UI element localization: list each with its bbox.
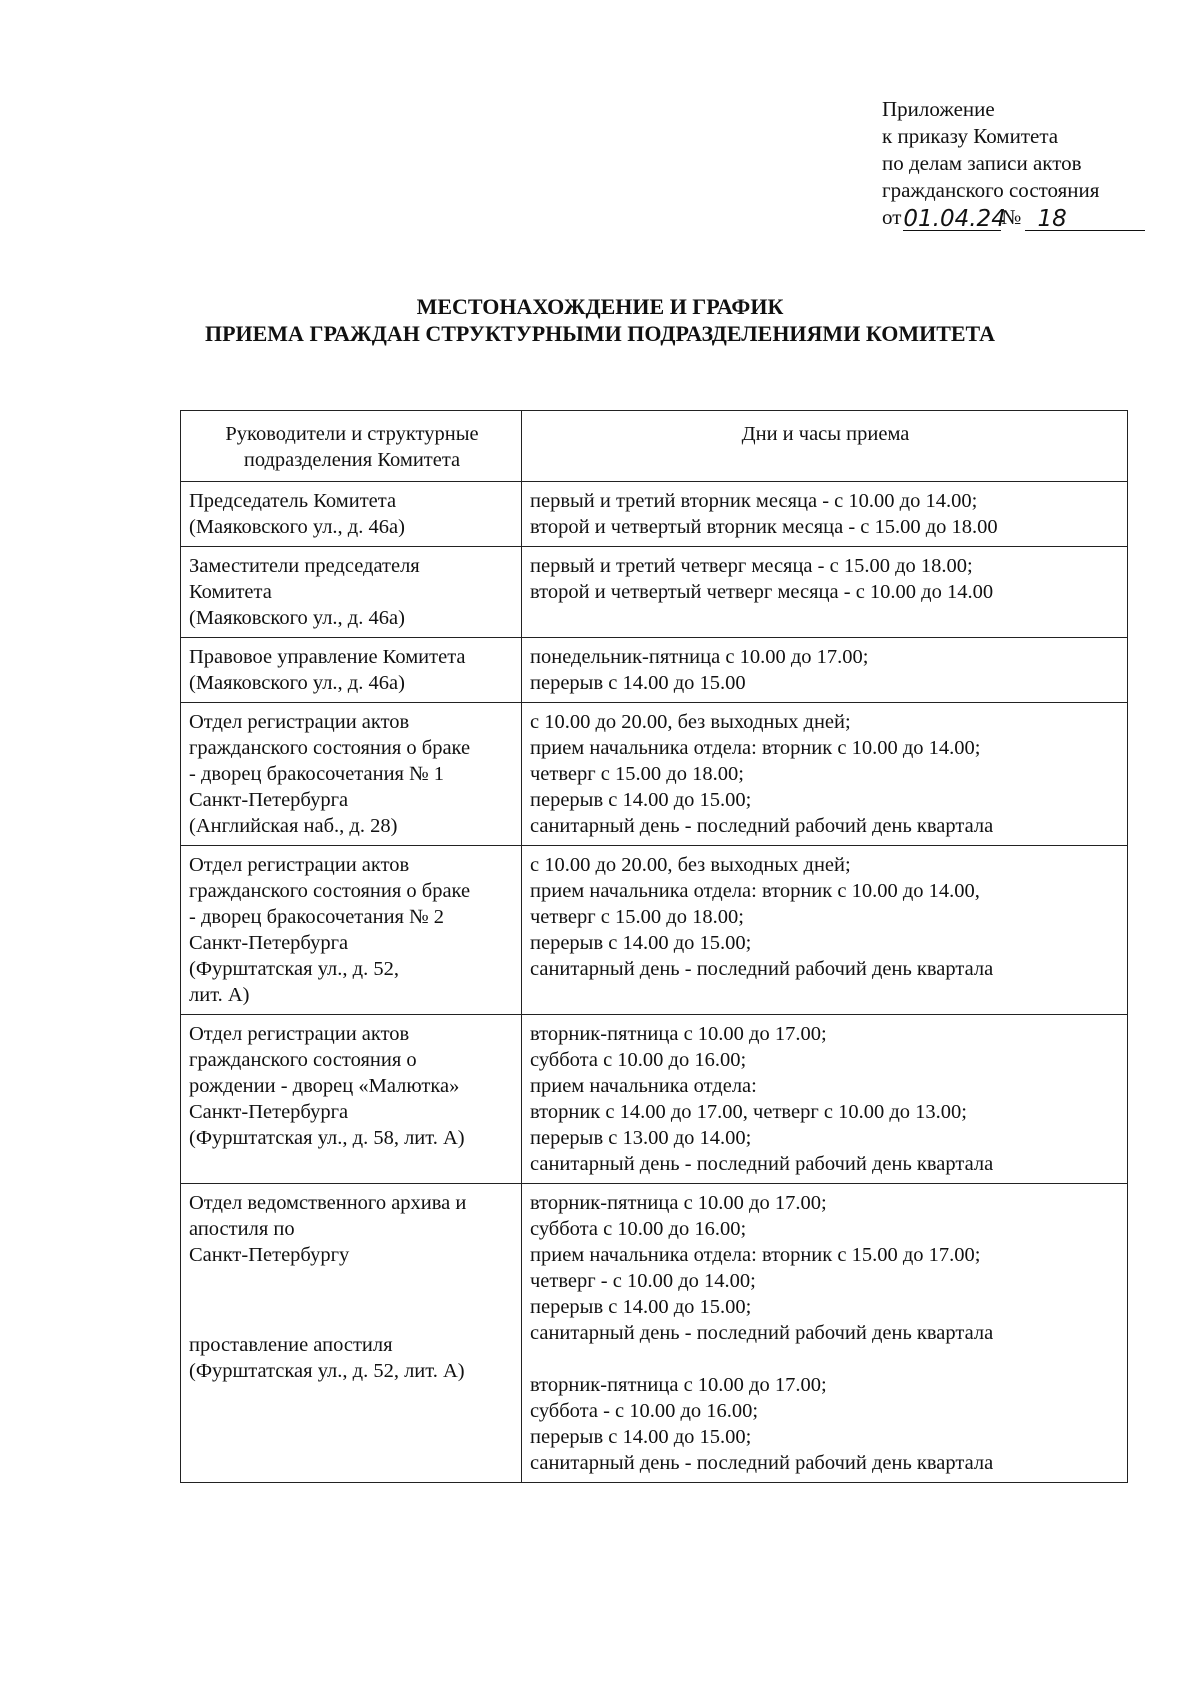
cell-text: прием начальника отдела: [530, 1075, 757, 1097]
cell-text: вторник-пятница с 10.00 до 17.00; [530, 1374, 827, 1396]
handwritten-date: 01.04.24 [903, 206, 1006, 232]
cell-text: перерыв с 14.00 до 15.00; [530, 932, 752, 954]
table-row [181, 638, 1128, 703]
cell-text: перерыв с 14.00 до 15.00 [530, 672, 746, 694]
cell-text: прием начальника отдела: вторник с 10.00 до 14.00; [530, 737, 981, 759]
appendix-line: гражданского состояния [882, 178, 1100, 202]
cell-text: первый и третий вторник месяца - с 10.00 до 14.00; [530, 490, 978, 512]
cell-text: второй и четвертый четверг месяца - с 10.00 до 14.00 [530, 581, 994, 603]
cell-text: санитарный день - последний рабочий день квартала [530, 1153, 994, 1175]
cell-text: гражданского состояния о [189, 1049, 417, 1071]
cell-text: рождении - дворец «Малютка» [189, 1075, 460, 1097]
handwritten-number: 18 [1025, 208, 1145, 231]
table-row [181, 1015, 1128, 1184]
cell-text: Комитета [189, 581, 272, 603]
cell-text: перерыв с 14.00 до 15.00; [530, 1296, 752, 1318]
cell-text: четверг с 15.00 до 18.00; [530, 906, 744, 928]
cell-text: понедельник-пятница с 10.00 до 17.00; [530, 646, 869, 668]
cell-text: санитарный день - последний рабочий день квартала [530, 1452, 994, 1474]
unit-cell [181, 846, 522, 1015]
order-date-number-line [882, 204, 1145, 231]
cell-text: проставление апостиля [189, 1334, 393, 1356]
date-prefix: от [882, 205, 902, 229]
header-hours [522, 411, 1128, 482]
cell-text: прием начальника отдела: вторник с 15.00 до 17.00; [530, 1244, 981, 1266]
cell-text: перерыв с 14.00 до 15.00; [530, 789, 752, 811]
cell-text: вторник-пятница с 10.00 до 17.00; [530, 1192, 827, 1214]
table-row [181, 703, 1128, 846]
unit-cell [181, 547, 522, 638]
cell-text: четверг с 15.00 до 18.00; [530, 763, 744, 785]
hours-cell [522, 1184, 1128, 1483]
cell-text: (Маяковского ул., д. 46а) [189, 672, 405, 694]
cell-text: апостиля по [189, 1218, 295, 1240]
cell-text: суббота с 10.00 до 16.00; [530, 1049, 747, 1071]
table-header-row [181, 411, 1128, 482]
cell-text: гражданского состояния о браке [189, 880, 471, 902]
cell-text: (Маяковского ул., д. 46а) [189, 607, 405, 629]
cell-text: Правовое управление Комитета [189, 646, 466, 668]
hours-cell [522, 703, 1128, 846]
title-line-1: МЕСТОНАХОЖДЕНИЕ И ГРАФИК [416, 294, 784, 319]
appendix-line: Приложение [882, 97, 995, 121]
unit-cell [181, 482, 522, 547]
table-row [181, 846, 1128, 1015]
cell-text: (Фурштатская ул., д. 52, [189, 958, 399, 980]
cell-text: Отдел регистрации актов [189, 1023, 410, 1045]
cell-text: второй и четвертый вторник месяца - с 15.00 до 18.00 [530, 516, 998, 538]
cell-text: Санкт-Петербурга [189, 789, 349, 811]
cell-text: Отдел ведомственного архива и [189, 1192, 467, 1214]
hours-cell [522, 482, 1128, 547]
cell-text: - дворец бракосочетания № 2 [189, 906, 445, 928]
cell-text: вторник с 14.00 до 17.00, четверг с 10.00 до 13.00; [530, 1101, 967, 1123]
hours-cell [522, 638, 1128, 703]
cell-text: санитарный день - последний рабочий день квартала [530, 958, 994, 980]
title-line-2: ПРИЕМА ГРАЖДАН СТРУКТУРНЫМИ ПОДРАЗДЕЛЕНИЯМИ КОМИТЕТА [204, 321, 996, 346]
cell-text: четверг - с 10.00 до 14.00; [530, 1270, 756, 1292]
cell-text: (Английская наб., д. 28) [189, 815, 398, 837]
appendix-line: по делам записи актов [882, 151, 1082, 175]
cell-text: Председатель Комитета [189, 490, 397, 512]
header-units [181, 411, 522, 482]
cell-text: лит. А) [189, 984, 250, 1006]
unit-cell [181, 703, 522, 846]
cell-text: с 10.00 до 20.00, без выходных дней; [530, 711, 851, 733]
cell-text: Санкт-Петербурга [189, 1101, 349, 1123]
cell-text: Санкт-Петербургу [189, 1244, 350, 1266]
cell-text: - дворец бракосочетания № 1 [189, 763, 445, 785]
cell-text: (Маяковского ул., д. 46а) [189, 516, 405, 538]
cell-text: (Фурштатская ул., д. 52, лит. А) [189, 1360, 465, 1382]
cell-text: вторник-пятница с 10.00 до 17.00; [530, 1023, 827, 1045]
hours-cell [522, 547, 1128, 638]
cell-text: санитарный день - последний рабочий день квартала [530, 1322, 994, 1344]
header-line: Дни и часы приема [741, 423, 910, 445]
schedule-table [180, 410, 1128, 1483]
appendix-block [882, 96, 1145, 231]
table-row [181, 547, 1128, 638]
header-line: подразделения Комитета [243, 449, 461, 471]
cell-text: гражданского состояния о браке [189, 737, 471, 759]
cell-text: перерыв с 13.00 до 14.00; [530, 1127, 752, 1149]
cell-text: первый и третий четверг месяца - с 15.00 до 18.00; [530, 555, 973, 577]
appendix-line: к приказу Комитета [882, 124, 1059, 148]
cell-text: суббота - с 10.00 до 16.00; [530, 1400, 759, 1422]
cell-text: Заместители председателя [189, 555, 420, 577]
cell-text: с 10.00 до 20.00, без выходных дней; [530, 854, 851, 876]
document-title [0, 293, 1200, 347]
cell-text: Санкт-Петербурга [189, 932, 349, 954]
cell-text: перерыв с 14.00 до 15.00; [530, 1426, 752, 1448]
cell-text: Отдел регистрации актов [189, 711, 410, 733]
cell-text: санитарный день - последний рабочий день квартала [530, 815, 994, 837]
unit-cell [181, 1184, 522, 1483]
cell-text: Отдел регистрации актов [189, 854, 410, 876]
table-row [181, 482, 1128, 547]
header-line: Руководители и структурные [225, 423, 479, 445]
number-prefix: № [1001, 205, 1022, 229]
hours-cell [522, 1015, 1128, 1184]
cell-text: суббота с 10.00 до 16.00; [530, 1218, 747, 1240]
cell-text: прием начальника отдела: вторник с 10.00 до 14.00, [530, 880, 980, 902]
table-row [181, 1184, 1128, 1483]
hours-cell [522, 846, 1128, 1015]
unit-cell [181, 638, 522, 703]
unit-cell [181, 1015, 522, 1184]
cell-text: (Фурштатская ул., д. 58, лит. А) [189, 1127, 465, 1149]
